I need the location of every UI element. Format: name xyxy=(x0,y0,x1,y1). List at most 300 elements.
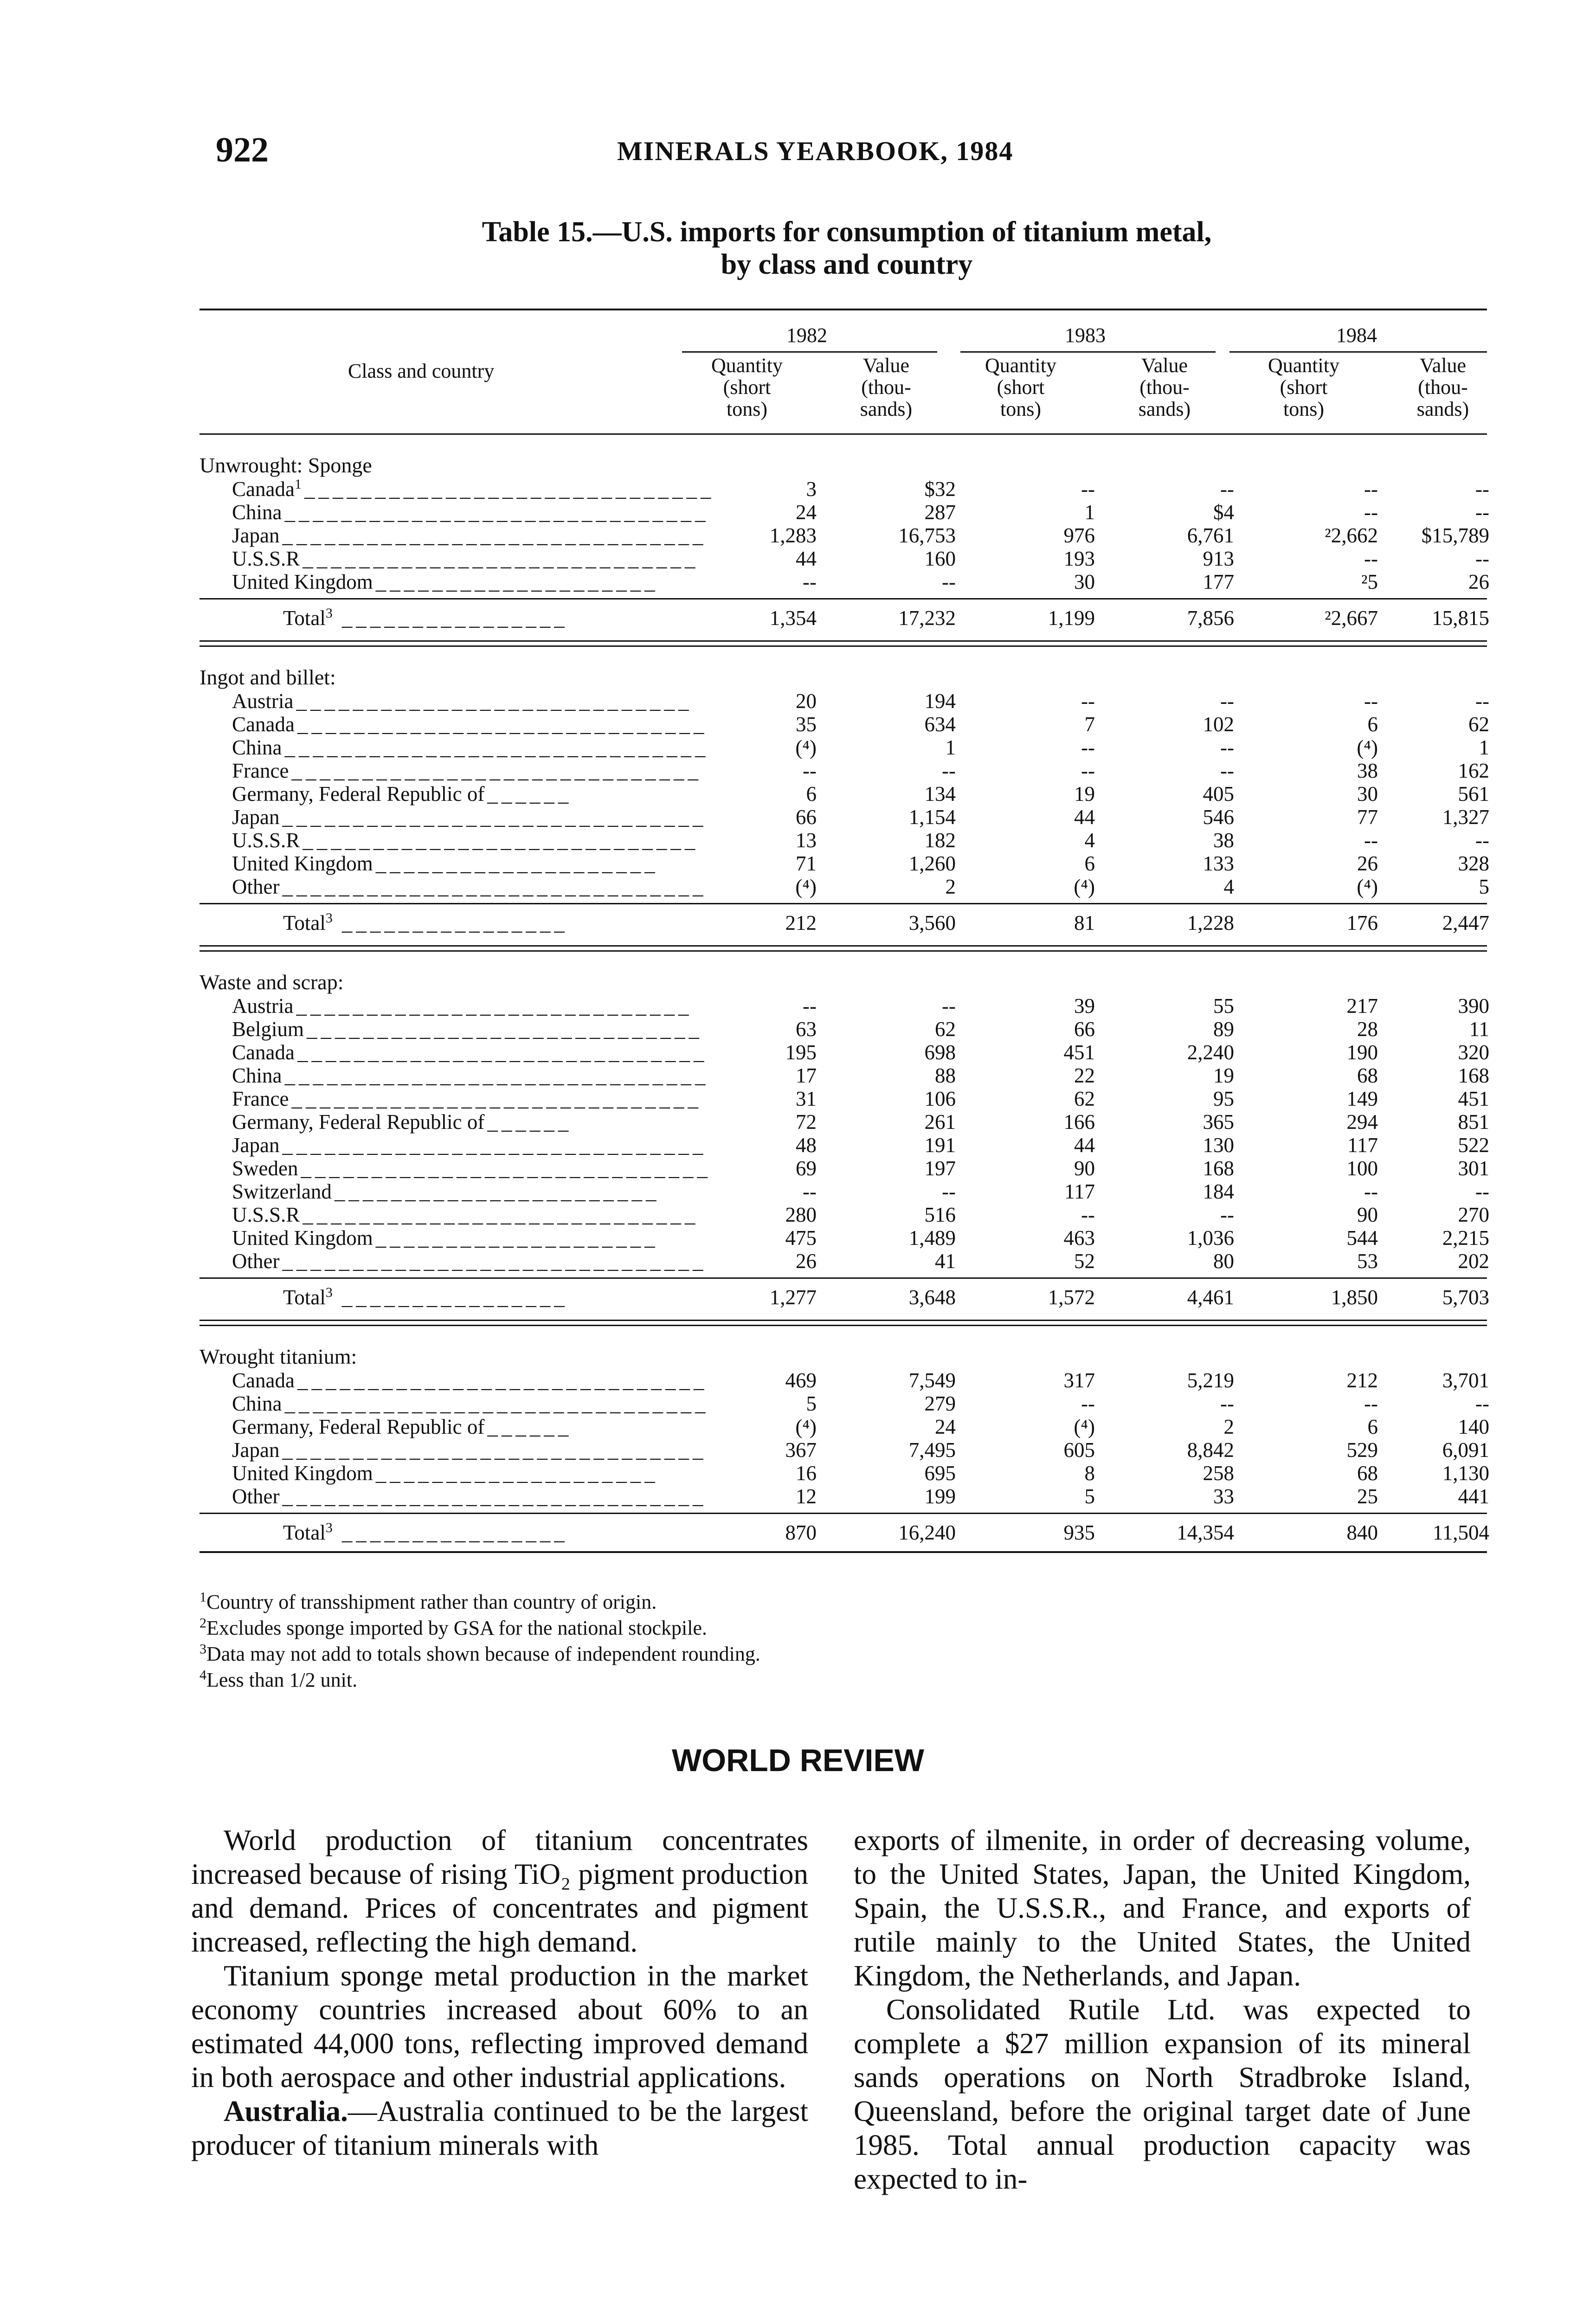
column-header-line: sands) xyxy=(1138,398,1191,420)
leader-dots: ____________________________ xyxy=(302,547,699,570)
table-cell: 168 xyxy=(1203,1157,1234,1180)
leader-dots: ______________________________ xyxy=(284,501,709,524)
leader-dots: ____________________ xyxy=(375,1462,659,1485)
table-cell: 365 xyxy=(1203,1110,1234,1134)
leader-dots: ______________________________ xyxy=(282,1438,707,1462)
table-title-line-1: Table 15.—U.S. imports for consumption of titanium metal, xyxy=(482,216,1212,248)
table-cell: 6 xyxy=(1084,852,1095,875)
table-cell: -- xyxy=(1364,501,1378,524)
row-label xyxy=(232,1485,707,1508)
table-row xyxy=(200,1134,1487,1157)
row-label xyxy=(232,1415,572,1438)
paragraph: Titanium sponge metal production in the market economy countries increased about 60% to an estimated 44,000 tons, reflecting improved demand in both aerospace and other industrial applications. xyxy=(191,1959,808,2094)
table-cell: 913 xyxy=(1203,547,1234,570)
table-cell: (⁴) xyxy=(795,1415,817,1438)
table-cell: 451 xyxy=(1458,1087,1489,1110)
table-cell: 280 xyxy=(785,1203,817,1226)
table-cell: 1 xyxy=(1479,736,1489,759)
country-name: Canada xyxy=(232,477,295,501)
section-spacer xyxy=(200,435,1487,453)
section-spacer xyxy=(200,647,1487,665)
leader-dots: ______________________________ xyxy=(284,1392,709,1415)
table-cell: 12 xyxy=(796,1485,817,1508)
page-number: 922 xyxy=(216,130,269,169)
table-cell: 5,219 xyxy=(1187,1369,1234,1392)
table-cell: 89 xyxy=(1213,1018,1234,1041)
table-cell: 4 xyxy=(1223,875,1234,898)
table-row xyxy=(200,1110,1487,1134)
table-cell: 194 xyxy=(924,690,956,713)
table-cell: 31 xyxy=(796,1087,817,1110)
table-cell: 7,856 xyxy=(1187,606,1234,630)
table-cell: -- xyxy=(1475,1392,1489,1415)
country-name: Germany, Federal Republic of xyxy=(232,782,485,806)
table-cell: 1,228 xyxy=(1187,911,1234,934)
footnote-mark: 3 xyxy=(325,1520,333,1535)
country-name: Japan xyxy=(232,1134,280,1157)
country-name: Other xyxy=(232,1485,280,1508)
table-cell: 5 xyxy=(806,1392,817,1415)
footnote-mark: 1 xyxy=(294,477,302,492)
table-cell: 529 xyxy=(1346,1438,1378,1462)
table-bottom-rule xyxy=(200,1551,1487,1553)
table-cell: 3 xyxy=(806,477,817,501)
table-cell: 1 xyxy=(1084,501,1095,524)
table-row xyxy=(200,1369,1487,1392)
table-cell: 26 xyxy=(1357,852,1378,875)
table-cell: 38 xyxy=(1213,829,1234,852)
leader-dots: ______ xyxy=(487,1110,573,1134)
table-cell: 68 xyxy=(1357,1462,1378,1485)
quantity-column-header xyxy=(956,354,1086,420)
column-header-line: (thou- xyxy=(1418,376,1468,399)
table-section xyxy=(200,952,1487,1326)
row-label xyxy=(232,1134,707,1157)
table-cell: 1,277 xyxy=(769,1286,817,1309)
table-cell: 463 xyxy=(1063,1226,1095,1250)
table-row xyxy=(200,759,1487,782)
table-cell: 106 xyxy=(924,1087,956,1110)
stub-header: Class and country xyxy=(348,360,495,382)
footnote-mark: 3 xyxy=(325,910,333,926)
table-cell: 695 xyxy=(924,1462,956,1485)
footnote-text: Data may not add to totals shown because of independent rounding. xyxy=(206,1643,760,1665)
table-cell: -- xyxy=(1220,1203,1234,1226)
table-cell: 634 xyxy=(924,713,956,736)
table-cell: 202 xyxy=(1458,1250,1489,1273)
table-cell: (⁴) xyxy=(795,736,817,759)
paragraph xyxy=(191,2094,808,2162)
country-name: U.S.S.R xyxy=(232,1203,300,1226)
table-cell: 522 xyxy=(1458,1134,1489,1157)
leader-dots: _____________________________ xyxy=(297,1041,708,1064)
quantity-column-header xyxy=(682,354,812,420)
table-cell: 30 xyxy=(1074,570,1095,593)
row-label xyxy=(283,904,568,941)
table-row xyxy=(200,690,1487,713)
country-name: Other xyxy=(232,1250,280,1273)
leader-dots: ____________________________ xyxy=(307,1018,703,1041)
table-cell: 95 xyxy=(1213,1087,1234,1110)
table-row xyxy=(200,1226,1487,1250)
table-row xyxy=(200,852,1487,875)
row-label xyxy=(232,994,692,1018)
row-label xyxy=(232,570,659,593)
table-cell: 287 xyxy=(924,501,956,524)
table-cell: 90 xyxy=(1074,1157,1095,1180)
table-cell: -- xyxy=(803,1180,817,1203)
table-cell: 68 xyxy=(1357,1064,1378,1087)
table-cell: 117 xyxy=(1064,1180,1095,1203)
table-cell: 212 xyxy=(785,911,817,934)
table-section xyxy=(200,647,1487,952)
row-label xyxy=(232,1462,659,1485)
table-cell: 88 xyxy=(935,1064,956,1087)
run-in-heading: Australia. xyxy=(224,2095,348,2127)
row-label xyxy=(232,1438,707,1462)
row-label xyxy=(232,690,692,713)
country-name: United Kingdom xyxy=(232,1462,373,1485)
table-title xyxy=(325,216,1369,281)
country-name: Germany, Federal Republic of xyxy=(232,1110,485,1134)
imports-table xyxy=(200,309,1487,1553)
table-cell: 2,447 xyxy=(1442,911,1489,934)
column-header-line: Value xyxy=(1141,354,1188,377)
table-cell: -- xyxy=(1081,759,1095,782)
table-row xyxy=(200,524,1487,547)
table-cell: 39 xyxy=(1074,994,1095,1018)
total-label: Total xyxy=(283,606,326,630)
footnote xyxy=(200,1615,760,1641)
table-cell: 1,327 xyxy=(1442,806,1489,829)
row-label xyxy=(232,1064,709,1087)
table-cell: 62 xyxy=(1468,713,1489,736)
table-cell: -- xyxy=(1081,690,1095,713)
country-name: Japan xyxy=(232,1438,280,1462)
row-label xyxy=(232,1110,572,1134)
leader-dots: ____________________________ xyxy=(296,690,693,713)
table-row xyxy=(200,1462,1487,1485)
table-row xyxy=(200,1438,1487,1462)
footnote-mark: 1 xyxy=(200,1589,206,1605)
table-cell: 184 xyxy=(1203,1180,1234,1203)
table-cell: 698 xyxy=(924,1041,956,1064)
table-cell: $15,789 xyxy=(1421,524,1489,547)
table-cell: 134 xyxy=(924,782,956,806)
table-cell: 166 xyxy=(1063,1110,1095,1134)
leader-dots: ________________ xyxy=(341,1286,568,1309)
footnote-mark: 2 xyxy=(200,1615,206,1631)
table-cell: 1,130 xyxy=(1442,1462,1489,1485)
table-cell: 117 xyxy=(1347,1134,1378,1157)
footnote-mark: 4 xyxy=(200,1667,206,1683)
table-cell: 191 xyxy=(924,1134,956,1157)
table-row xyxy=(200,736,1487,759)
column-header-line: Quantity xyxy=(1268,354,1339,377)
country-name: China xyxy=(232,736,282,759)
year-header-row xyxy=(200,310,1487,354)
table-cell: -- xyxy=(942,994,956,1018)
table-cell: 7 xyxy=(1084,713,1095,736)
year-label: 1984 xyxy=(1336,324,1377,347)
table-cell: 258 xyxy=(1203,1462,1234,1485)
table-cell: -- xyxy=(1081,1392,1095,1415)
section-heading: WORLD REVIEW xyxy=(672,1743,924,1778)
column-header-row xyxy=(200,354,1487,433)
table-cell: (⁴) xyxy=(1074,1415,1095,1438)
table-cell: 317 xyxy=(1063,1369,1095,1392)
table-cell: -- xyxy=(1364,477,1378,501)
quantity-column-header xyxy=(1239,354,1369,420)
table-cell: -- xyxy=(1081,477,1095,501)
country-name: China xyxy=(232,501,282,524)
table-row xyxy=(200,875,1487,898)
table-cell: 469 xyxy=(785,1369,817,1392)
leader-dots: ______________________________ xyxy=(284,736,709,759)
table-cell: -- xyxy=(1364,690,1378,713)
country-name: Switzerland xyxy=(232,1180,332,1203)
table-cell: 62 xyxy=(935,1018,956,1041)
leader-dots: _____________________________ xyxy=(291,759,702,782)
table-cell: 4,461 xyxy=(1187,1286,1234,1309)
table-cell: 1,199 xyxy=(1048,606,1095,630)
table-cell: 195 xyxy=(785,1041,817,1064)
table-row xyxy=(200,1485,1487,1508)
table-cell: 1,489 xyxy=(908,1226,956,1250)
table-cell: -- xyxy=(1475,501,1489,524)
table-cell: 294 xyxy=(1346,1110,1378,1134)
table-cell: 25 xyxy=(1357,1485,1378,1508)
year-span-rule xyxy=(682,351,937,353)
row-label xyxy=(232,547,699,570)
table-cell: 3,701 xyxy=(1442,1369,1489,1392)
column-header-line: sands) xyxy=(1416,398,1469,420)
table-cell: 2,215 xyxy=(1442,1226,1489,1250)
year-label: 1982 xyxy=(786,324,827,347)
section-spacer xyxy=(200,1326,1487,1345)
country-name: Canada xyxy=(232,1369,295,1392)
column-header-line: Value xyxy=(862,354,910,377)
country-name: United Kingdom xyxy=(232,852,373,875)
table-row xyxy=(200,501,1487,524)
table-cell: 17,232 xyxy=(898,606,956,630)
table-cell: $32 xyxy=(924,477,956,501)
leader-dots: ____________________ xyxy=(375,852,659,875)
row-label xyxy=(232,713,708,736)
table-cell: 16,753 xyxy=(898,524,956,547)
table-cell: 130 xyxy=(1203,1134,1234,1157)
table-cell: 35 xyxy=(796,713,817,736)
column-header-line: (short xyxy=(723,376,771,399)
footnote-text: Less than 1/2 unit. xyxy=(206,1669,358,1691)
row-label xyxy=(232,829,699,852)
table-cell: 6,761 xyxy=(1187,524,1234,547)
column-header-line: (thou- xyxy=(861,376,911,399)
table-cell: 7,495 xyxy=(908,1438,956,1462)
leader-dots: _____________________________ xyxy=(297,713,708,736)
leader-dots: ________________ xyxy=(341,606,568,630)
footnote-mark: 3 xyxy=(200,1641,206,1657)
table-cell: 16,240 xyxy=(898,1521,956,1544)
table-row xyxy=(200,713,1487,736)
table-row xyxy=(200,829,1487,852)
table-cell: 100 xyxy=(1346,1157,1378,1180)
value-column-header xyxy=(1100,354,1229,420)
table-cell: 11 xyxy=(1469,1018,1489,1041)
value-column-header xyxy=(821,354,951,420)
table-cell: -- xyxy=(1220,477,1234,501)
table-cell: -- xyxy=(1475,477,1489,501)
table-cell: 1,850 xyxy=(1331,1286,1378,1309)
table-cell: 5 xyxy=(1479,875,1489,898)
section-title: Wrought titanium: xyxy=(200,1345,357,1368)
table-cell: 1 xyxy=(945,736,956,759)
table-cell: 149 xyxy=(1346,1087,1378,1110)
table-cell: 63 xyxy=(796,1018,817,1041)
table-cell: $4 xyxy=(1213,501,1234,524)
year-span-rule xyxy=(1229,351,1487,353)
row-label xyxy=(232,1087,702,1110)
table-cell: 80 xyxy=(1213,1250,1234,1273)
table-cell: 390 xyxy=(1458,994,1489,1018)
row-label xyxy=(232,1180,660,1203)
footnote-text: Excludes sponge imported by GSA for the national stockpile. xyxy=(206,1617,708,1639)
country-name: United Kingdom xyxy=(232,570,373,593)
table-cell: 71 xyxy=(796,852,817,875)
leader-dots: ______________________________ xyxy=(282,524,707,547)
table-cell: -- xyxy=(1220,1392,1234,1415)
leader-dots: _____________________________ xyxy=(304,477,715,501)
row-label xyxy=(232,501,709,524)
footnote-text: Country of transshipment rather than country of origin. xyxy=(206,1591,657,1613)
table-cell: 475 xyxy=(785,1226,817,1250)
table-cell: 870 xyxy=(785,1521,817,1544)
year-span-rule xyxy=(960,351,1216,353)
table-cell: 5,703 xyxy=(1442,1286,1489,1309)
country-name: Other xyxy=(232,875,280,898)
table-row xyxy=(200,1064,1487,1087)
table-row xyxy=(200,1203,1487,1226)
table-cell: -- xyxy=(803,570,817,593)
total-row xyxy=(200,904,1487,941)
table-cell: 1,154 xyxy=(908,806,956,829)
leader-dots: _______________________ xyxy=(334,1180,660,1203)
table-cell: -- xyxy=(1364,829,1378,852)
table-cell: 44 xyxy=(1074,1134,1095,1157)
table-cell: 2 xyxy=(1223,1415,1234,1438)
table-cell: 7,549 xyxy=(908,1369,956,1392)
table-cell: 976 xyxy=(1063,524,1095,547)
leader-dots: ______ xyxy=(487,1415,573,1438)
table-cell: -- xyxy=(942,1180,956,1203)
row-label xyxy=(232,524,707,547)
table-cell: 66 xyxy=(796,806,817,829)
row-label xyxy=(232,1203,699,1226)
row-label xyxy=(232,1157,711,1180)
table-cell: 19 xyxy=(1213,1064,1234,1087)
row-label xyxy=(232,736,709,759)
section-title: Unwrought: Sponge xyxy=(200,453,372,477)
column-header-line: (short xyxy=(997,376,1045,399)
table-cell: 17 xyxy=(796,1064,817,1087)
leader-dots: ________________ xyxy=(341,1521,568,1544)
year-label: 1983 xyxy=(1065,324,1106,347)
paragraph: World production of titanium concentrates increased because of rising TiO₂ pigment production and demand. Prices of concentrates and pigment increased, reflecting the high demand. xyxy=(191,1824,808,1958)
table-cell: 177 xyxy=(1203,570,1234,593)
leader-dots: ____________________ xyxy=(375,570,659,593)
table-title-line-2: by class and country xyxy=(721,249,973,280)
row-label xyxy=(232,1392,709,1415)
country-name: Japan xyxy=(232,806,280,829)
table-cell: 6 xyxy=(806,782,817,806)
table-cell: -- xyxy=(1364,1392,1378,1415)
country-name: Japan xyxy=(232,524,280,547)
table-cell: -- xyxy=(1364,547,1378,570)
leader-dots: _____________________________ xyxy=(291,1087,702,1110)
leader-dots: ____________________________ xyxy=(302,1203,699,1226)
country-name: France xyxy=(232,1087,289,1110)
leader-dots: ________________ xyxy=(341,911,568,934)
table-cell: 182 xyxy=(924,829,956,852)
leader-dots: ______________________________ xyxy=(282,1134,707,1157)
table-cell: 168 xyxy=(1458,1064,1489,1087)
country-name: France xyxy=(232,759,289,782)
column-header-line: (thou- xyxy=(1139,376,1190,399)
table-cell: 441 xyxy=(1458,1485,1489,1508)
leader-dots: _____________________________ xyxy=(301,1157,711,1180)
table-cell: 405 xyxy=(1203,782,1234,806)
section-double-rule xyxy=(200,1320,1487,1326)
total-label: Total xyxy=(283,1521,326,1544)
table-cell: 212 xyxy=(1346,1369,1378,1392)
table-cell: 22 xyxy=(1074,1064,1095,1087)
table-cell: 48 xyxy=(796,1134,817,1157)
text-column-left xyxy=(191,1824,808,2162)
total-row xyxy=(200,599,1487,637)
leader-dots: ______________________________ xyxy=(282,875,707,898)
column-header-line: tons) xyxy=(1283,398,1324,420)
table-cell: 190 xyxy=(1346,1041,1378,1064)
table-cell: 279 xyxy=(924,1392,956,1415)
table-cell: 605 xyxy=(1063,1438,1095,1462)
country-name: Germany, Federal Republic of xyxy=(232,1415,485,1438)
column-header-line: Quantity xyxy=(985,354,1056,377)
table-cell: -- xyxy=(1081,736,1095,759)
footnote xyxy=(200,1667,760,1693)
table-cell: 328 xyxy=(1458,852,1489,875)
table-cell: -- xyxy=(942,759,956,782)
table-cell: 33 xyxy=(1213,1485,1234,1508)
paragraph: exports of ilmenite, in order of decreasing volume, to the United States, Japan, the United Kingdom, Spain, the U.S.S.R., and France, and exports of rutile mainly to the United States, the United Kingdom, the Netherlands, and Japan. xyxy=(854,1824,1471,1992)
table-cell: -- xyxy=(1220,759,1234,782)
leader-dots: ____________________ xyxy=(375,1226,659,1250)
row-label xyxy=(232,1250,707,1273)
table-cell: 199 xyxy=(924,1485,956,1508)
total-row xyxy=(200,1514,1487,1551)
table-cell: 546 xyxy=(1203,806,1234,829)
table-cell: 160 xyxy=(924,547,956,570)
row-label xyxy=(283,1514,568,1551)
table-cell: 14,354 xyxy=(1177,1521,1234,1544)
table-cell: -- xyxy=(1081,1203,1095,1226)
table-cell: 544 xyxy=(1346,1226,1378,1250)
country-name: U.S.S.R xyxy=(232,547,300,570)
table-cell: -- xyxy=(1220,736,1234,759)
table-cell: 102 xyxy=(1203,713,1234,736)
table-cell: 6,091 xyxy=(1442,1438,1489,1462)
footnote-mark: 3 xyxy=(325,606,333,621)
section-spacer xyxy=(200,952,1487,970)
